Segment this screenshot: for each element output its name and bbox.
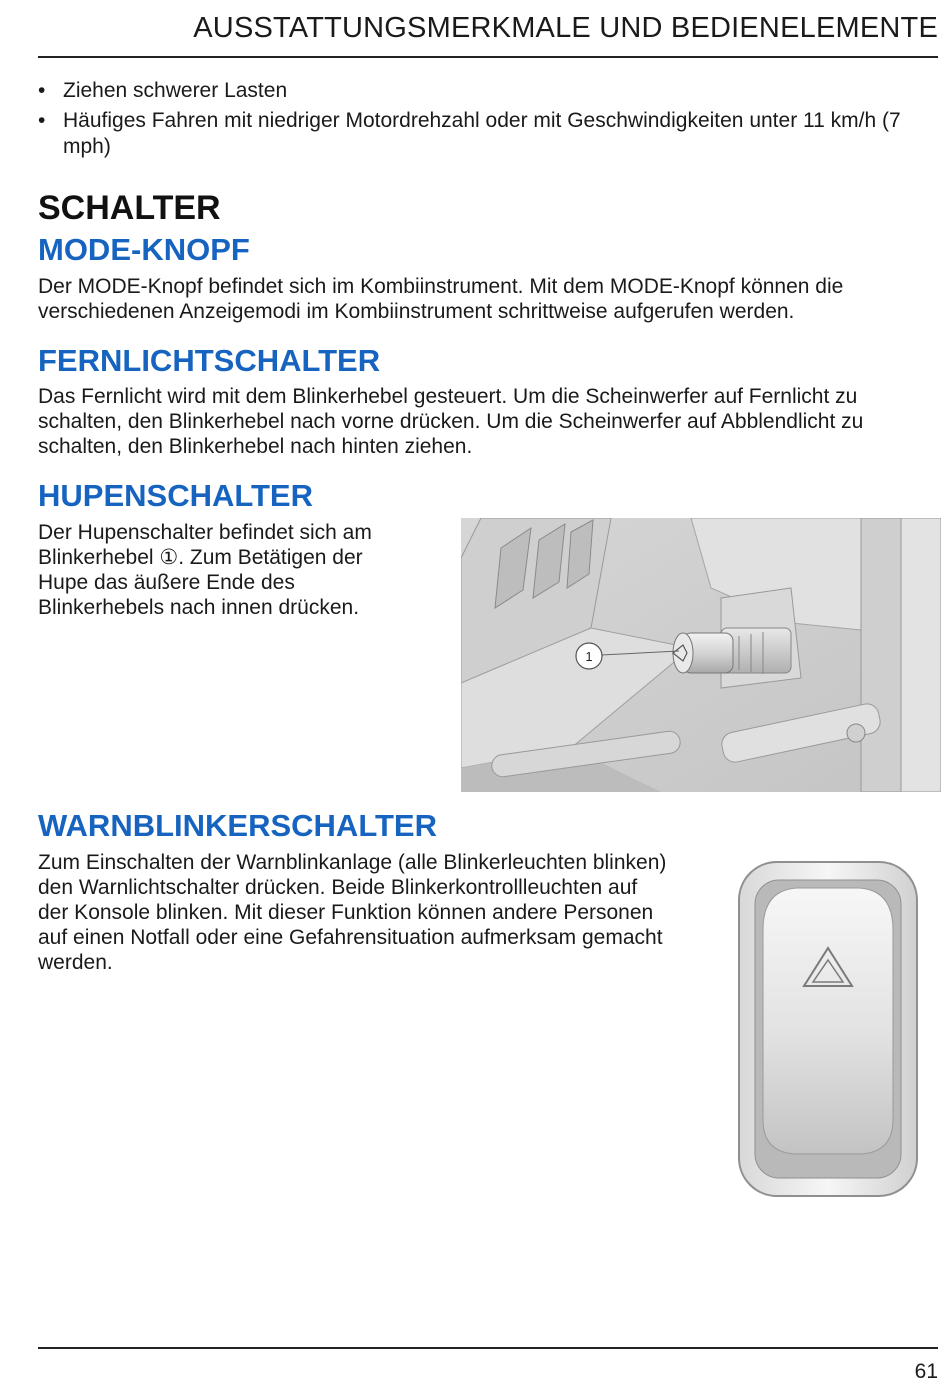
warnblinker-heading: WARNBLINKERSCHALTER xyxy=(38,808,437,843)
figure-callout-label: 1 xyxy=(585,649,593,664)
fernlicht-text: Das Fernlicht wird mit dem Blinkerhebel gesteuert. Um die Scheinwerfer auf Fernlicht zu schalten, den Blinkerhebel nach vorne drücken. Um die Scheinwerfer auf Abblendlicht zu schalten, den Blinkerhebel nach hinten ziehen. xyxy=(38,385,864,458)
header-divider xyxy=(38,56,938,58)
horn-lever-illustration xyxy=(461,518,941,792)
mode-knopf-text: Der MODE-Knopf befindet sich im Kombiinstrument. Mit dem MODE-Knopf können die verschiedenen Anzeigemodi im Kombiinstrument schrittweise aufgerufen werden. xyxy=(38,275,844,323)
hupe-text: Der Hupenschalter befindet sich am Blinkerhebel ①. Zum Betätigen der Hupe das äußere Ende des Blinkerhebels nach innen drücken. xyxy=(38,521,372,619)
footer-divider xyxy=(38,1347,938,1349)
mode-knopf-heading: MODE-KNOPF xyxy=(38,232,250,267)
list-item: • Ziehen schwerer Lasten xyxy=(38,78,938,104)
fernlicht-heading: FERNLICHTSCHALTER xyxy=(38,343,381,378)
intro-bullet-list xyxy=(38,78,938,164)
section-title: SCHALTER xyxy=(38,189,221,227)
hupe-heading: HUPENSCHALTER xyxy=(38,478,313,513)
hazard-switch-illustration xyxy=(737,860,919,1198)
page-number: 61 xyxy=(914,1360,938,1383)
list-item: • Häufiges Fahren mit niedriger Motordrehzahl oder mit Geschwindigkeiten unter 11 km/h (7 mph) xyxy=(38,108,938,160)
page-header-title: AUSSTATTUNGSMERKMALE UND BEDIENELEMENTE xyxy=(193,12,938,44)
warnblinker-text: Zum Einschalten der Warnblinkanlage (alle Blinkerleuchten blinken) den Warnlichtschalter drücken. Beide Blinkerkontrollleuchten auf der Konsole blinken. Mit dieser Funktion können andere Personen auf einen Notfall oder eine Gefahrensituation aufmerksam gemacht werden. xyxy=(38,851,667,974)
